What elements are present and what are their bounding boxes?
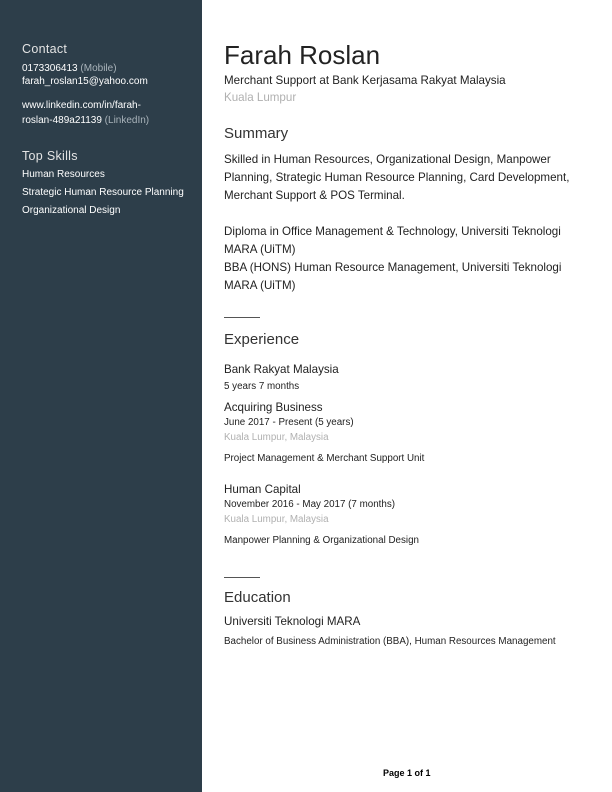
linkedin-url[interactable]: roslan-489a21139 [22,115,102,126]
summary-line: Skilled in Human Resources, Organizational Design, Manpower [224,153,551,166]
role-description: Project Management & Merchant Support Unit [224,453,425,464]
company: Bank Rakyat Malaysia [224,363,339,376]
summary-heading: Summary [224,125,289,142]
location: Kuala Lumpur [224,91,297,104]
role-location: Kuala Lumpur, Malaysia [224,514,329,525]
role-location: Kuala Lumpur, Malaysia [224,432,329,443]
phone-number: 0173306413 [22,63,78,74]
linkedin-link-cont[interactable] [22,116,149,126]
role-title: Acquiring Business [224,401,323,414]
contact-heading: Contact [22,42,68,56]
linkedin-link[interactable]: www.linkedin.com/in/farah- [22,100,141,111]
experience-heading: Experience [224,331,300,348]
education-heading: Education [224,589,291,606]
summary-line: BBA (HONS) Human Resource Management, Universiti Teknologi [224,261,562,274]
email-link[interactable]: farah_roslan15@yahoo.com [22,76,148,87]
linkedin-type: (LinkedIn) [104,115,150,126]
role-dates: June 2017 - Present (5 years) [224,417,354,428]
phone [22,64,117,74]
tenure: 5 years 7 months [224,381,300,392]
summary-line: Merchant Support & POS Terminal. [224,189,405,202]
skill-item: Strategic Human Resource Planning [22,187,184,198]
divider [224,577,260,578]
headline: Merchant Support at Bank Kerjasama Rakyat Malaysia [224,74,506,87]
role-description: Manpower Planning & Organizational Design [224,535,419,546]
skill-item: Organizational Design [22,205,121,216]
role-title: Human Capital [224,483,301,496]
name: Farah Roslan [224,40,381,70]
summary-line: Planning, Strategic Human Resource Planning, Card Development, [224,171,570,184]
summary-line: MARA (UiTM) [224,243,296,256]
phone-type: (Mobile) [80,63,117,74]
summary-line: Diploma in Office Management & Technology, Universiti Teknologi [224,225,561,238]
role-dates: November 2016 - May 2017 (7 months) [224,499,395,510]
school: Universiti Teknologi MARA [224,615,361,628]
summary-line: MARA (UiTM) [224,279,296,292]
degree: Bachelor of Business Administration (BBA), Human Resources Management [224,636,556,647]
skill-item: Human Resources [22,169,105,180]
skills-heading: Top Skills [22,149,78,163]
page-number: Page 1 of 1 [383,768,431,778]
divider [224,317,260,318]
